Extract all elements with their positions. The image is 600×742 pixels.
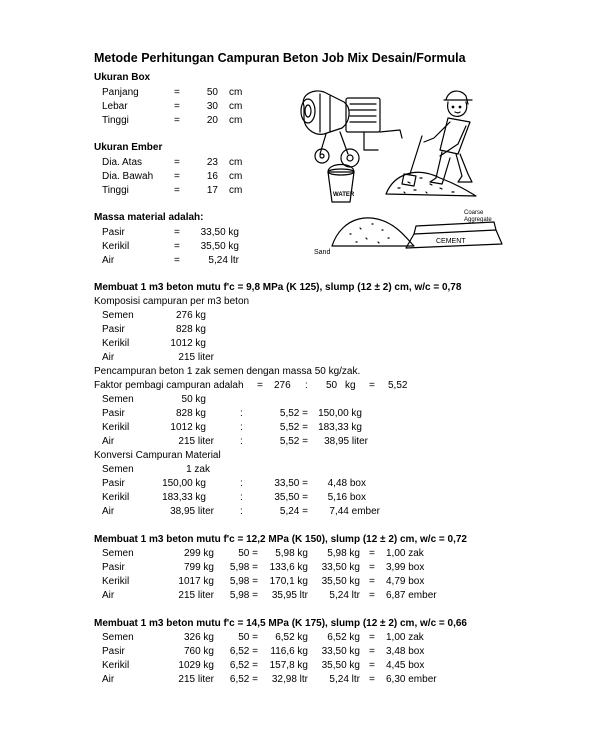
row-label: Semen [102,394,134,405]
row-divisor: 50 = [238,548,258,559]
row-eq: = [174,101,180,112]
konversi-label: Konversi Campuran Material [94,450,221,461]
row-colon: : [240,422,243,433]
row-label: Kerikil [102,241,130,252]
row-value: 30 [206,101,218,112]
page-title: Metode Perhitungan Campuran Beton Job Mix Desain/Formula [94,51,466,65]
row-final: 1,00 zak [386,548,424,559]
faktor-eq2: = [369,380,375,391]
concrete-mixer-icon [301,91,402,167]
row-final: 1,00 zak [386,632,424,643]
row-colon: : [240,408,243,419]
row-result: 116,6 kg [270,646,308,657]
row-value: 16 [206,171,218,182]
pencampuran-text: Pencampuran beton 1 zak semen dengan massa 50 kg/zak. [94,366,361,377]
concrete-mixing-illustration [290,78,505,260]
row-measure: 35,50 kg [321,576,360,587]
row-label: Pasir [102,324,125,335]
row-value: 215 liter [178,674,214,685]
faktor-result: 5,52 [388,380,408,391]
row-result: 5,16 box [327,492,366,503]
row-result: 5,98 kg [275,548,308,559]
row-value: 50 kg [181,394,206,405]
row-measure: 5,24 ltr [329,674,360,685]
row-divisor: 6,52 = [229,660,258,671]
row-colon: : [240,506,243,517]
row-result: 6,52 kg [275,632,308,643]
box-heading: Ukuran Box [94,72,151,83]
row-result: 150,00 kg [318,408,362,419]
row-divisor: 5,98 = [229,562,258,573]
row-divisor: 6,52 = [229,646,258,657]
row-eq: = [174,87,180,98]
row-label: Dia. Bawah [102,171,154,182]
faktor-b: 50 [326,380,338,391]
row-value: 1017 kg [178,576,214,587]
row-result: 183,33 kg [318,422,362,433]
row-label: Air [102,436,115,447]
row-value: 276 kg [175,310,206,321]
row-label: Kerikil [102,338,130,349]
row-factor: 33,50 = [274,478,308,489]
row-result: 133,6 kg [269,562,308,573]
row-value: 215 liter [178,436,214,447]
faktor-unit: kg [345,380,356,391]
row-measure: 35,50 kg [321,660,360,671]
aggregate-label: Aggregate [464,217,492,223]
row-label: Semen [102,632,134,643]
row-colon: : [240,492,243,503]
row-value: 183,33 kg [162,492,206,503]
row-value: 760 kg [183,646,214,657]
row-value: 23 [206,157,218,168]
row-label: Pasir [102,562,125,573]
row-factor: 5,52 = [279,408,308,419]
row-value: 1 zak [186,464,210,475]
row-eq: = [174,115,180,126]
row-value: 1029 kg [178,660,214,671]
row-result: 38,95 liter [324,436,368,447]
row-label: Semen [102,464,134,475]
row-label: Air [102,590,115,601]
row-eq: = [174,255,180,266]
row-unit: cm [229,157,243,168]
row-value: 799 kg [183,562,214,573]
row-divisor: 50 = [238,632,258,643]
row-label: Air [102,255,115,266]
row-final: 4,45 box [386,660,425,671]
row-label: Air [102,506,115,517]
row-measure: 5,98 kg [327,548,360,559]
section-heading: Membuat 1 m3 beton mutu f'c = 14,5 MPa (K 175), slump (12 ± 2) cm, w/c = 0,66 [94,618,467,629]
row-label: Lebar [102,101,128,112]
row-label: Tinggi [102,115,129,126]
row-eq: = [369,674,375,685]
row-label: Kerikil [102,660,130,671]
row-label: Kerikil [102,422,130,433]
faktor-a: 276 [274,380,291,391]
row-label: Pasir [102,227,125,238]
row-final: 3,48 box [386,646,425,657]
row-eq: = [369,632,375,643]
faktor-colon: : [305,380,308,391]
row-measure: 33,50 kg [321,562,360,573]
section-heading: Membuat 1 m3 beton mutu f'c = 12,2 MPa (K 150), slump (12 ± 2) cm, w/c = 0,72 [94,534,467,545]
row-label: Panjang [102,87,139,98]
row-eq: = [369,562,375,573]
row-result: 35,95 ltr [271,590,308,601]
row-label: Pasir [102,408,125,419]
row-factor: 5,52 = [279,422,308,433]
row-eq: = [369,590,375,601]
row-label: Semen [102,310,134,321]
row-value: 828 kg [175,408,206,419]
row-final: 4,79 box [386,576,425,587]
row-result: 4,48 box [327,478,366,489]
row-eq: = [174,241,180,252]
sand-label: Sand [314,249,331,256]
row-factor: 5,24 = [279,506,308,517]
sand-pile-icon [332,218,414,246]
row-result: 170,1 kg [269,576,308,587]
row-eq: = [174,185,180,196]
row-colon: : [240,436,243,447]
row-value: 35,50 kg [200,241,239,252]
row-factor: 35,50 = [274,492,308,503]
row-value: 1012 kg [170,422,206,433]
row-eq: = [369,576,375,587]
row-value: 1012 kg [170,338,206,349]
faktor-label: Faktor pembagi campuran adalah [94,380,244,391]
row-final: 6,30 ember [386,674,437,685]
row-value: 17 [206,185,218,196]
row-eq: = [369,548,375,559]
row-final: 6,87 ember [386,590,437,601]
row-label: Tinggi [102,185,129,196]
row-final: 3,99 box [386,562,425,573]
row-value: 828 kg [175,324,206,335]
bucket-label: WATER [333,192,355,198]
row-measure: 5,24 ltr [329,590,360,601]
row-unit: cm [229,185,243,196]
row-label: Air [102,674,115,685]
row-label: Semen [102,548,134,559]
row-value: 299 kg [183,548,214,559]
section-heading: Membuat 1 m3 beton mutu f'c = 9,8 MPa (K 125), slump (12 ± 2) cm, w/c = 0,78 [94,282,462,293]
row-value: 150,00 kg [162,478,206,489]
row-label: Kerikil [102,492,130,503]
row-divisor: 5,98 = [229,576,258,587]
row-result: 7,44 ember [329,506,380,517]
row-unit: cm [229,101,243,112]
aggregate-label: Coarse [464,210,484,216]
row-eq: = [369,646,375,657]
row-value: 5,24 ltr [208,255,239,266]
faktor-eq: = [257,380,263,391]
row-divisor: 6,52 = [229,674,258,685]
row-colon: : [240,478,243,489]
worker-icon [402,91,472,186]
row-label: Kerikil [102,576,130,587]
row-factor: 5,52 = [279,436,308,447]
row-value: 38,95 liter [170,506,214,517]
row-unit: cm [229,87,243,98]
row-unit: cm [229,115,243,126]
row-eq: = [174,157,180,168]
row-value: 20 [206,115,218,126]
massa-heading: Massa material adalah: [94,212,204,223]
row-value: 215 liter [178,590,214,601]
row-result: 157,8 kg [269,660,308,671]
row-measure: 33,50 kg [321,646,360,657]
komposisi-label: Komposisi campuran per m3 beton [94,296,250,307]
row-label: Pasir [102,478,125,489]
row-label: Pasir [102,646,125,657]
row-value: 33,50 kg [200,227,239,238]
row-label: Dia. Atas [102,157,143,168]
ember-heading: Ukuran Ember [94,142,163,153]
row-measure: 6,52 kg [327,632,360,643]
row-value: 215 liter [178,352,214,363]
row-eq: = [174,227,180,238]
row-eq: = [369,660,375,671]
row-eq: = [174,171,180,182]
cement-label: CEMENT [436,238,466,245]
row-unit: cm [229,171,243,182]
row-result: 32,98 ltr [271,674,308,685]
row-label: Air [102,352,115,363]
row-divisor: 5,98 = [229,590,258,601]
row-value: 326 kg [183,632,214,643]
row-value: 50 [206,87,218,98]
